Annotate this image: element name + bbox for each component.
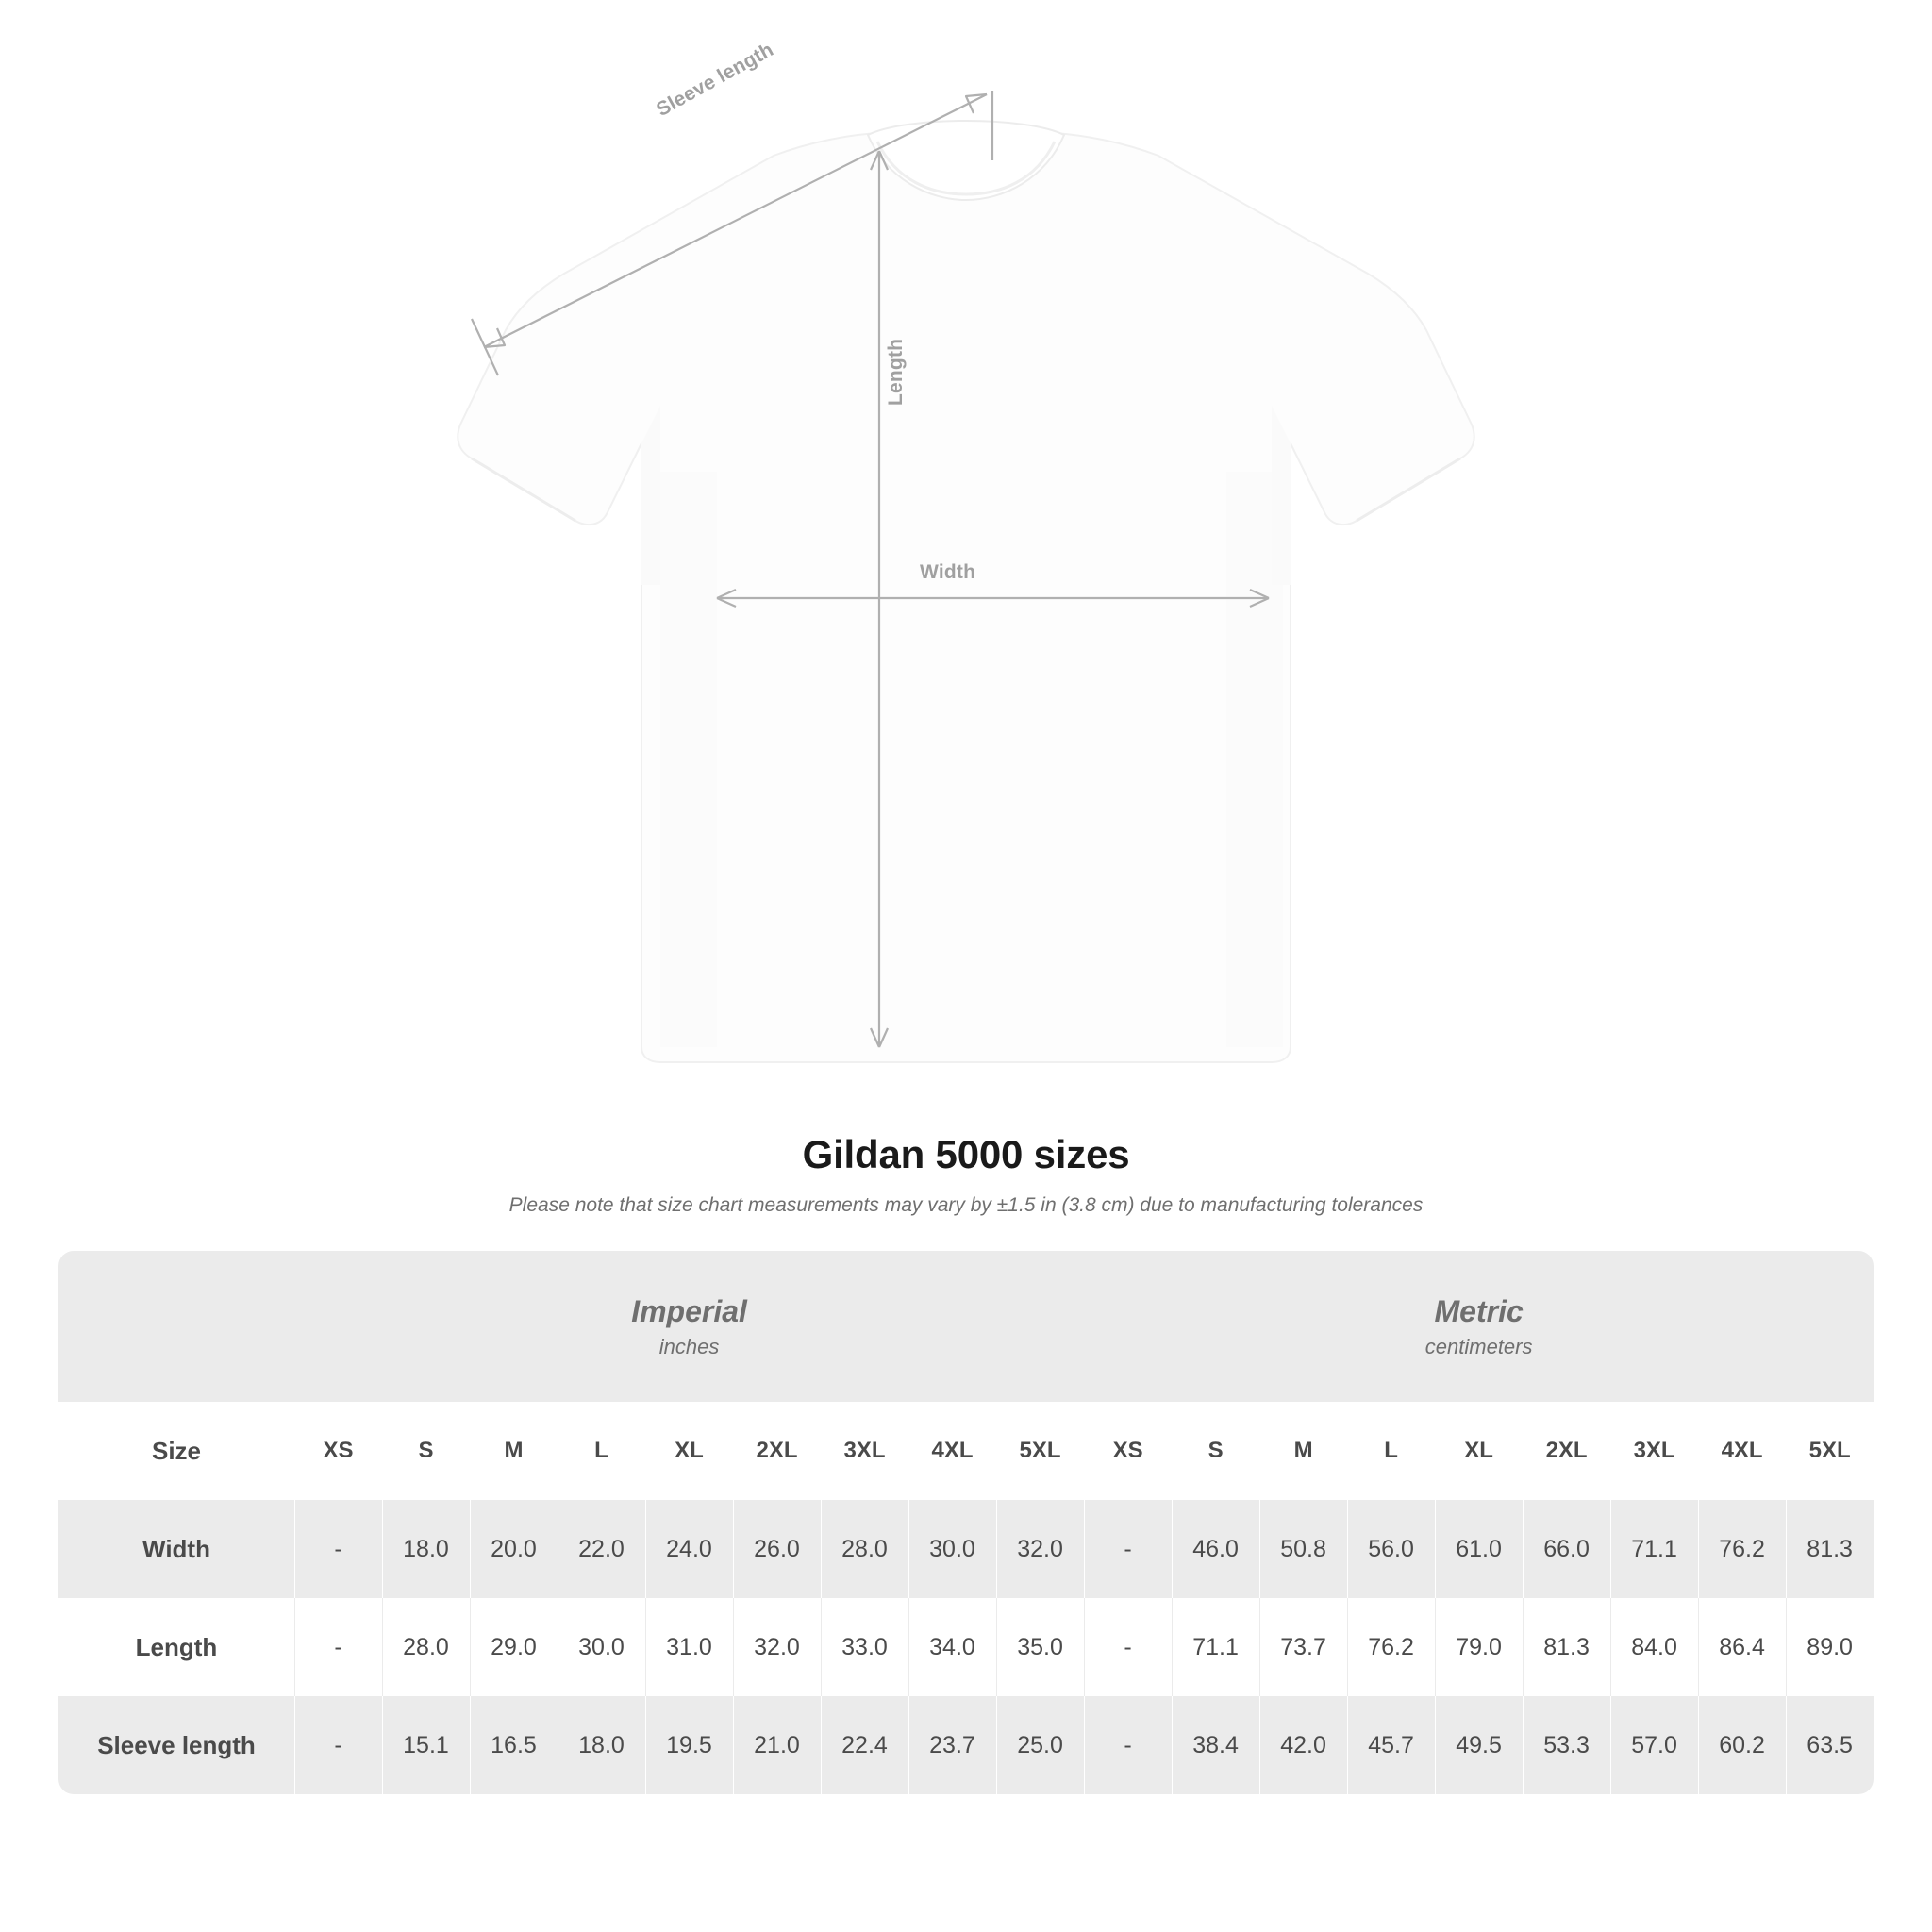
measurement-cell: 73.7 bbox=[1259, 1598, 1347, 1696]
row-label: Sleeve length bbox=[58, 1696, 294, 1794]
unit-group-name: Metric bbox=[1434, 1293, 1524, 1328]
size-header-cell: XL bbox=[1435, 1402, 1523, 1500]
size-header-cell: 4XL bbox=[1698, 1402, 1786, 1500]
row-label: Length bbox=[58, 1598, 294, 1696]
measurement-cell: 46.0 bbox=[1172, 1500, 1259, 1598]
measurement-cell: 28.0 bbox=[821, 1500, 908, 1598]
size-header-cell: M bbox=[1259, 1402, 1347, 1500]
measurement-cell: 56.0 bbox=[1347, 1500, 1435, 1598]
measurement-cell: 32.0 bbox=[733, 1598, 821, 1696]
measurement-cell: 18.0 bbox=[382, 1500, 470, 1598]
measurement-cell: 29.0 bbox=[470, 1598, 558, 1696]
page-title: Gildan 5000 sizes bbox=[802, 1132, 1130, 1176]
table-row bbox=[58, 1500, 1874, 1598]
size-table bbox=[58, 1251, 1874, 1794]
tolerance-note: Please note that size chart measurements may vary by ±1.5 in (3.8 cm) due to manufacturing tolerances bbox=[508, 1194, 1424, 1216]
table-row bbox=[58, 1598, 1874, 1696]
measurement-cell: 31.0 bbox=[645, 1598, 733, 1696]
measurement-cell: 30.0 bbox=[558, 1598, 645, 1696]
measurement-cell: 49.5 bbox=[1435, 1696, 1523, 1794]
measurement-cell: 66.0 bbox=[1523, 1500, 1610, 1598]
measurement-cell: 19.5 bbox=[645, 1696, 733, 1794]
size-header-cell: S bbox=[382, 1402, 470, 1500]
measurement-cell: 42.0 bbox=[1259, 1696, 1347, 1794]
measurement-cell: 50.8 bbox=[1259, 1500, 1347, 1598]
measurement-cell: 30.0 bbox=[908, 1500, 996, 1598]
size-header-row bbox=[58, 1402, 1874, 1500]
measurement-cell: 57.0 bbox=[1610, 1696, 1698, 1794]
unit-group-imperial bbox=[294, 1251, 1084, 1402]
measurement-cell: 23.7 bbox=[908, 1696, 996, 1794]
measurement-cell: 81.3 bbox=[1523, 1598, 1610, 1696]
measurement-cell: 89.0 bbox=[1786, 1598, 1874, 1696]
measurement-cell: - bbox=[1084, 1500, 1172, 1598]
measurement-cell: 53.3 bbox=[1523, 1696, 1610, 1794]
measurement-cell: 71.1 bbox=[1610, 1500, 1698, 1598]
size-header-cell: 3XL bbox=[1610, 1402, 1698, 1500]
measurement-cell: 28.0 bbox=[382, 1598, 470, 1696]
size-header-cell: XL bbox=[645, 1402, 733, 1500]
size-header-cell: 2XL bbox=[733, 1402, 821, 1500]
length-label: Length bbox=[885, 338, 907, 406]
measurement-cell: 76.2 bbox=[1698, 1500, 1786, 1598]
measurement-cell: 34.0 bbox=[908, 1598, 996, 1696]
measurement-cell: - bbox=[294, 1696, 382, 1794]
measurement-cell: 21.0 bbox=[733, 1696, 821, 1794]
measurement-cell: 45.7 bbox=[1347, 1696, 1435, 1794]
unit-header-row bbox=[58, 1251, 1874, 1402]
measurement-cell: 60.2 bbox=[1698, 1696, 1786, 1794]
measurement-cell: 35.0 bbox=[996, 1598, 1084, 1696]
unit-group-metric bbox=[1084, 1251, 1874, 1402]
measurement-cell: 81.3 bbox=[1786, 1500, 1874, 1598]
sleeve-length-label: Sleeve length bbox=[653, 39, 777, 122]
size-header-cell: 4XL bbox=[908, 1402, 996, 1500]
title-block bbox=[0, 1132, 1932, 1217]
size-header-cell: 3XL bbox=[821, 1402, 908, 1500]
measurement-cell: 20.0 bbox=[470, 1500, 558, 1598]
measurement-cell: 79.0 bbox=[1435, 1598, 1523, 1696]
measurement-cell: 38.4 bbox=[1172, 1696, 1259, 1794]
size-header-cell: S bbox=[1172, 1402, 1259, 1500]
unit-header-spacer bbox=[58, 1251, 294, 1402]
size-header-cell: L bbox=[558, 1402, 645, 1500]
size-header-cell: L bbox=[1347, 1402, 1435, 1500]
size-header-cell: 5XL bbox=[996, 1402, 1084, 1500]
table-row bbox=[58, 1696, 1874, 1794]
measurement-cell: 71.1 bbox=[1172, 1598, 1259, 1696]
size-header-cell: 5XL bbox=[1786, 1402, 1874, 1500]
size-header-cell: XS bbox=[294, 1402, 382, 1500]
measurement-cell: 15.1 bbox=[382, 1696, 470, 1794]
size-header-cell: 2XL bbox=[1523, 1402, 1610, 1500]
measurement-cell: - bbox=[1084, 1598, 1172, 1696]
tshirt-shape bbox=[458, 121, 1474, 1062]
measurement-cell: 16.5 bbox=[470, 1696, 558, 1794]
unit-group-subtitle: inches bbox=[658, 1335, 720, 1359]
width-label: Width bbox=[920, 561, 976, 583]
measurement-cell: 33.0 bbox=[821, 1598, 908, 1696]
measurement-cell: 22.0 bbox=[558, 1500, 645, 1598]
row-label: Width bbox=[58, 1500, 294, 1598]
measurement-cell: 63.5 bbox=[1786, 1696, 1874, 1794]
measurement-cell: 84.0 bbox=[1610, 1598, 1698, 1696]
size-table-wrapper bbox=[58, 1251, 1874, 1794]
unit-group-subtitle: centimeters bbox=[1424, 1335, 1533, 1359]
measurement-cell: 22.4 bbox=[821, 1696, 908, 1794]
size-header-cell: XS bbox=[1084, 1402, 1172, 1500]
measurement-cell: 86.4 bbox=[1698, 1598, 1786, 1696]
measurement-cell: 32.0 bbox=[996, 1500, 1084, 1598]
measurement-cell: 26.0 bbox=[733, 1500, 821, 1598]
measurement-cell: - bbox=[1084, 1696, 1172, 1794]
unit-group-name: Imperial bbox=[631, 1293, 747, 1328]
measurement-cell: 76.2 bbox=[1347, 1598, 1435, 1696]
size-column-header: Size bbox=[58, 1402, 294, 1500]
measurement-cell: 24.0 bbox=[645, 1500, 733, 1598]
measurement-cell: 18.0 bbox=[558, 1696, 645, 1794]
size-header-cell: M bbox=[470, 1402, 558, 1500]
measurement-cell: - bbox=[294, 1598, 382, 1696]
measurement-cell: 25.0 bbox=[996, 1696, 1084, 1794]
measurement-cell: 61.0 bbox=[1435, 1500, 1523, 1598]
measurement-cell: - bbox=[294, 1500, 382, 1598]
